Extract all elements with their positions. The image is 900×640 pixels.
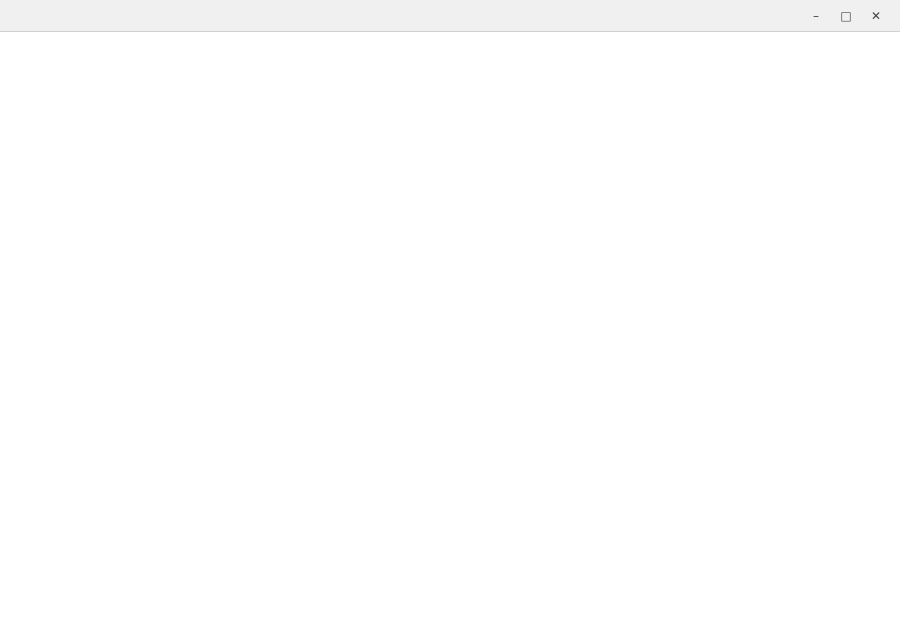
title-bar [0,0,900,32]
minimize-icon[interactable]: – [804,6,828,26]
window-controls [804,6,888,26]
close-icon[interactable]: ✕ [864,6,888,26]
main-content [0,32,900,640]
maximize-icon[interactable]: □ [834,6,858,26]
